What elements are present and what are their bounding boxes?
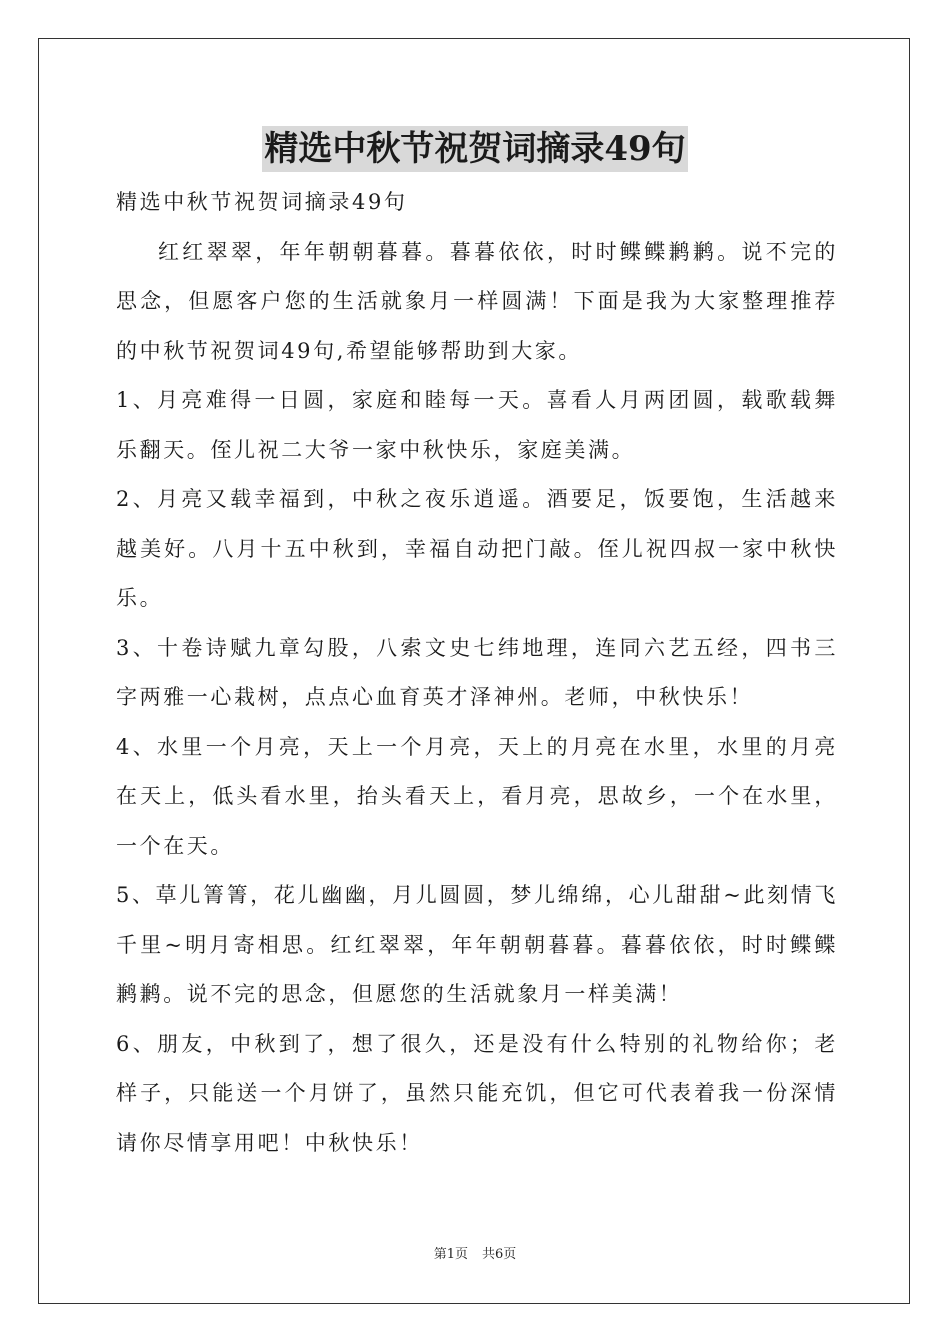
document-body bbox=[116, 178, 838, 1168]
list-item: 4、水里一个月亮，天上一个月亮，天上的月亮在水里，水里的月亮在天上，低头看水里，抬头看天上，看月亮，思故乡，一个在水里，一个在天。 bbox=[116, 734, 838, 858]
intro-paragraph: 红红翠翠，年年朝朝暮暮。暮暮依依，时时鲽鲽鹣鹣。说不完的思念，但愿客户您的生活就象月一样圆满！下面是我为大家整理推荐的中秋节祝贺词49句,希望能够帮助到大家。 bbox=[116, 239, 838, 363]
page-number: 第1页 bbox=[433, 1247, 468, 1262]
list-item: 5、草儿箐箐，花儿幽幽，月儿圆圆，梦儿绵绵，心儿甜甜~此刻情飞千里~明月寄相思。红红翠翠，年年朝朝暮暮。暮暮依依，时时鲽鲽鹣鹣。说不完的思念，但愿您的生活就象月一样美满！ bbox=[116, 883, 838, 1006]
document-title: 精选中秋节祝贺词摘录49句 bbox=[262, 126, 687, 172]
list-item: 1、月亮难得一日圆，家庭和睦每一天。喜看人月两团圆，载歌载舞乐翻天。侄儿祝二大爷一家中秋快乐，家庭美满。 bbox=[116, 388, 838, 462]
page-total: 共6页 bbox=[482, 1247, 517, 1262]
list-item: 6、朋友，中秋到了，想了很久，还是没有什么特别的礼物给你；老样子，只能送一个月饼了，虽然只能充饥，但它可代表着我一份深情请你尽情享用吧！中秋快乐！ bbox=[116, 1031, 838, 1155]
document-subtitle: 精选中秋节祝贺词摘录49句 bbox=[116, 190, 408, 214]
page-footer bbox=[0, 1246, 950, 1264]
list-item: 3、十卷诗赋九章勾股，八索文史七纬地理，连同六艺五经，四书三字两雅一心栽树，点点心血育英才泽神州。老师，中秋快乐！ bbox=[116, 635, 838, 709]
list-item: 2、月亮又载幸福到，中秋之夜乐逍遥。酒要足，饭要饱，生活越来越美好。八月十五中秋到，幸福自动把门敲。侄儿祝四叔一家中秋快乐。 bbox=[116, 487, 838, 610]
title-container bbox=[0, 126, 950, 172]
